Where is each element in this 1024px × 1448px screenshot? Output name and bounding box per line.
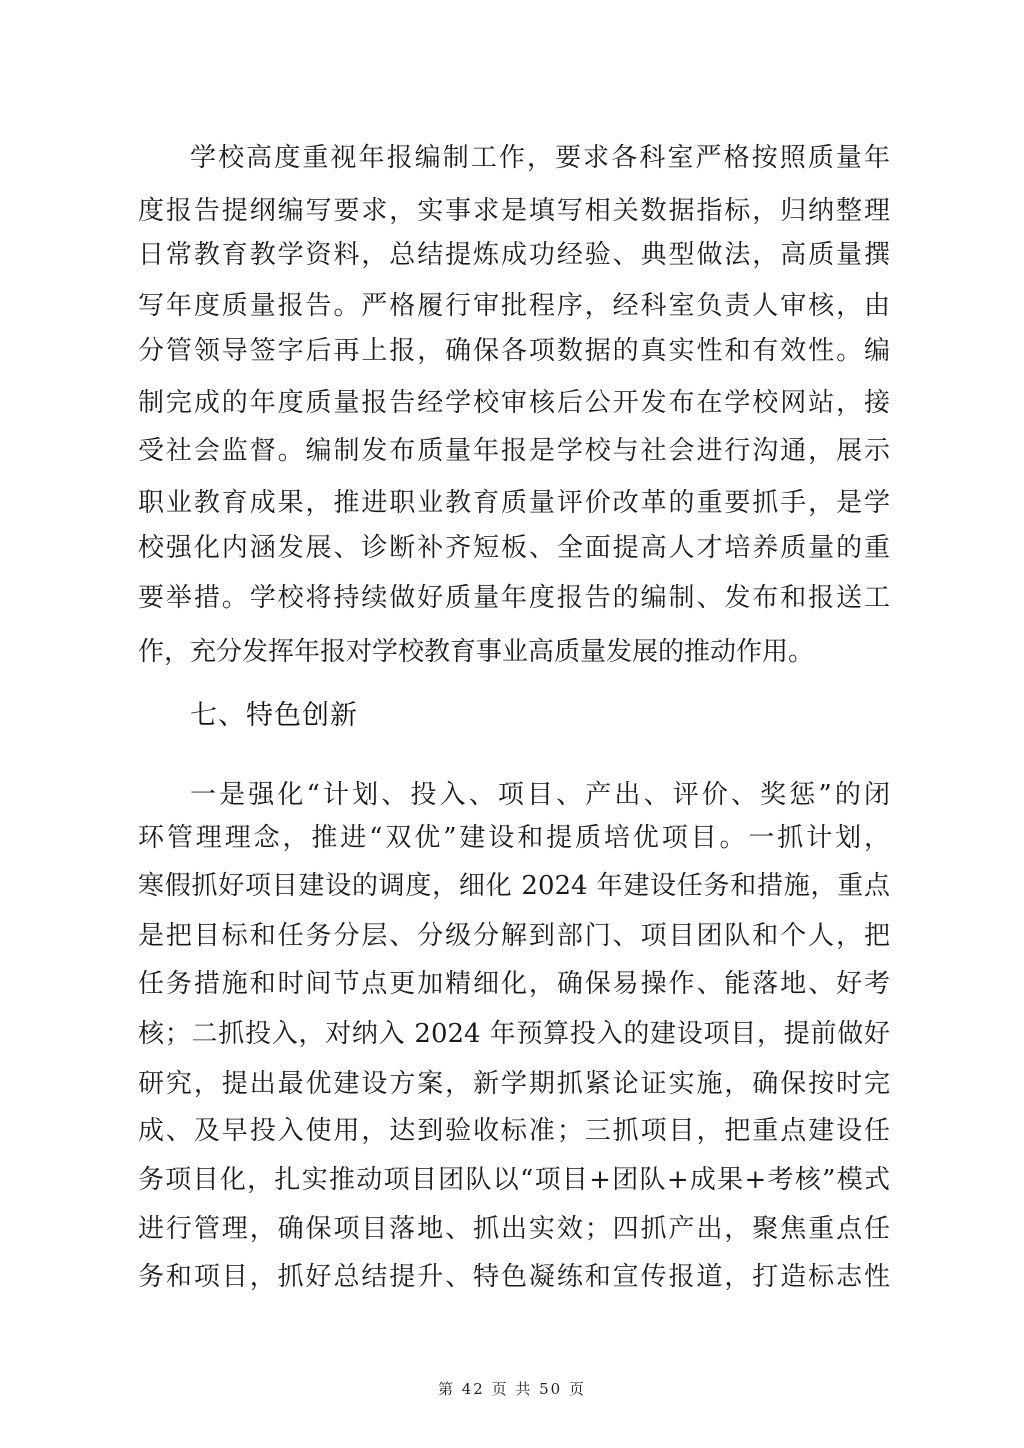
paragraph-line: 研究，提出最优建设方案，新学期抓紧论证实施，确保按时完 (138, 1069, 890, 1099)
paragraph-line: 校强化内涵发展、诊断补齐短板、全面提高人才培养质量的重 (138, 533, 890, 563)
paragraph-line: 环管理理念，推进“双优”建设和提质培优项目。一抓计划， (138, 823, 890, 853)
paragraph-line: 职业教育成果，推进职业教育质量评价改革的重要抓手，是学 (138, 488, 890, 518)
paragraph-line: 核；二抓投入，对纳入 2024 年预算投入的建设项目，提前做好 (138, 1019, 890, 1049)
paragraph-line: 写年度质量报告。严格履行审批程序，经科室负责人审核，由 (138, 291, 890, 321)
section-heading: 七、特色创新 (190, 700, 358, 731)
paragraph-line: 任务措施和时间节点更加精细化，确保易操作、能落地、好考 (138, 969, 890, 999)
paragraph-line: 寒假抓好项目建设的调度，细化 2024 年建设任务和措施，重点 (138, 871, 890, 901)
paragraph-line: 日常教育教学资料，总结提炼成功经验、典型做法，高质量撰 (138, 240, 890, 270)
page-number-footer: 第 42 页 共 50 页 (437, 1380, 586, 1398)
paragraph-line: 制完成的年度质量报告经学校审核后公开发布在学校网站，接 (138, 388, 890, 418)
paragraph-line: 学校高度重视年报编制工作，要求各科室严格按照质量年 (190, 143, 890, 173)
paragraph-line: 受社会监督。编制发布质量年报是学校与社会进行沟通，展示 (138, 436, 890, 466)
paragraph-line: 要举措。学校将持续做好质量年度报告的编制、发布和报送工 (138, 583, 890, 613)
paragraph-line: 度报告提纲编写要求，实事求是填写相关数据指标，归纳整理 (138, 196, 890, 226)
paragraph-line: 分管领导签字后再上报，确保各项数据的真实性和有效性。编 (138, 336, 890, 366)
paragraph-line: 一是强化“计划、投入、项目、产出、评价、奖惩”的闭 (190, 780, 890, 810)
paragraph-line: 务和项目，抓好总结提升、特色凝练和宣传报道，打造标志性 (138, 1262, 890, 1292)
paragraph-line: 作，充分发挥年报对学校教育事业高质量发展的推动作用。 (138, 637, 815, 667)
paragraph-line: 是把目标和任务分层、分级分解到部门、项目团队和个人，把 (138, 921, 890, 951)
paragraph-line: 进行管理，确保项目落地、抓出实效；四抓产出，聚焦重点任 (138, 1214, 890, 1244)
paragraph-line: 务项目化，扎实推动项目团队以“项目+团队+成果+考核”模式 (138, 1165, 890, 1195)
paragraph-line: 成、及早投入使用，达到验收标准；三抓项目，把重点建设任 (138, 1116, 890, 1146)
